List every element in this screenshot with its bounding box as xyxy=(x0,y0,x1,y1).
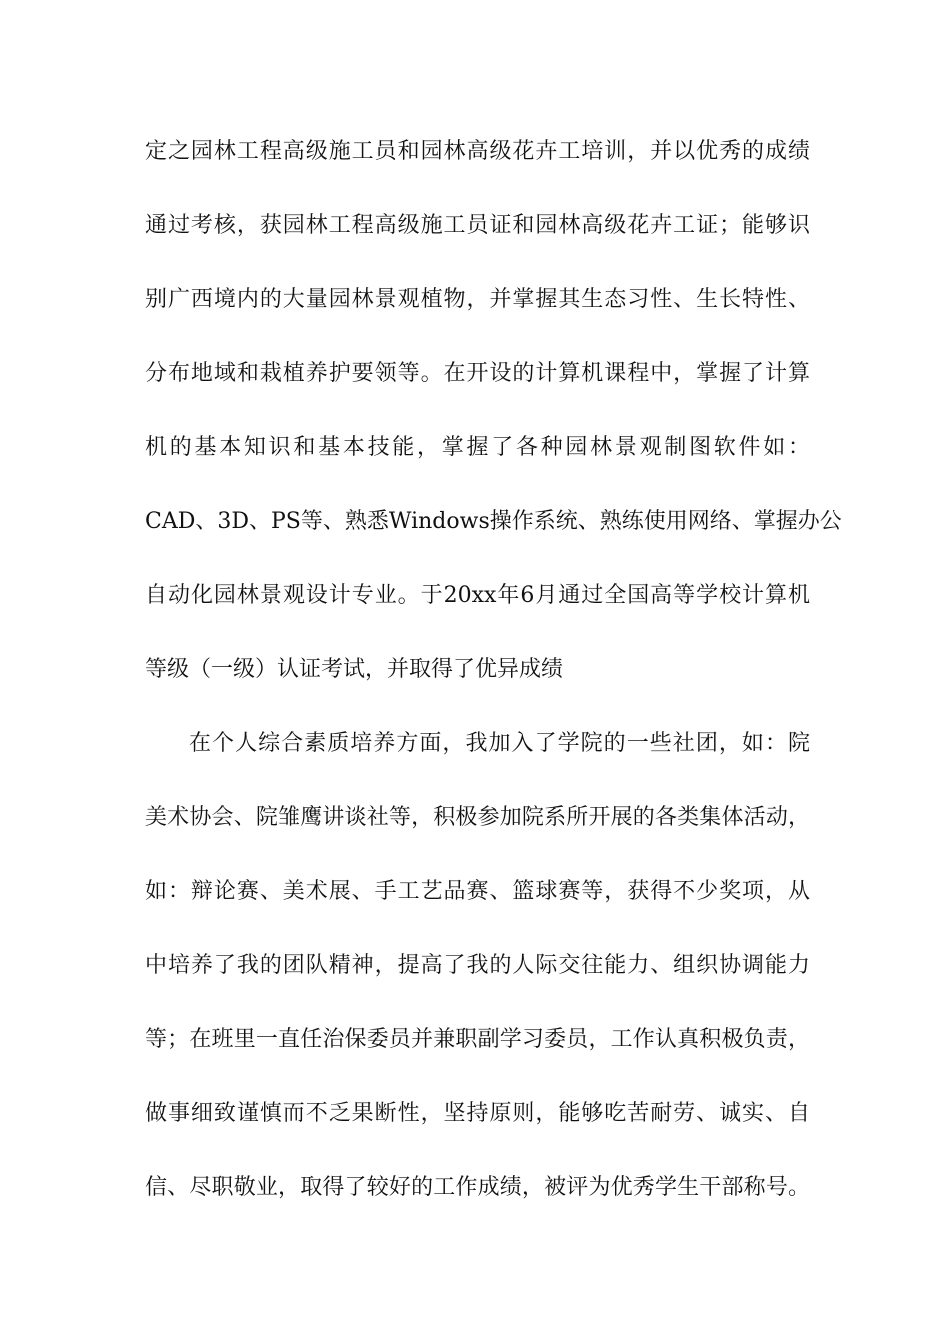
paragraph-2-line-5: 等；在班里一直任治保委员并兼职副学习委员，工作认真积极负责， xyxy=(145,1027,810,1052)
paragraph-1-line-3: 别广西境内的大量园林景观植物，并掌握其生态习性、生长特性、 xyxy=(145,287,810,312)
paragraph-1-line-6: CAD、3D、PS等、熟悉Windows操作系统、熟练使用网络、掌握办公 xyxy=(145,509,842,534)
paragraph-2-line-7: 信、尽职敬业，取得了较好的工作成绩，被评为优秀学生干部称号。 xyxy=(145,1175,810,1200)
paragraph-2-line-3: 如：辩论赛、美术展、手工艺品赛、篮球赛等，获得不少奖项，从 xyxy=(145,879,810,904)
paragraph-2-line-1: 在个人综合素质培养方面，我加入了学院的一些社团，如：院 xyxy=(189,731,810,756)
paragraph-2-line-4: 中培养了我的团队精神，提高了我的人际交往能力、组织协调能力 xyxy=(145,953,810,978)
paragraph-1-line-7: 自动化园林景观设计专业。于20xx年6月通过全国高等学校计算机 xyxy=(145,583,810,608)
paragraph-1-line-2: 通过考核，获园林工程高级施工员证和园林高级花卉工证；能够识 xyxy=(145,213,810,238)
paragraph-1-line-8: 等级（一级）认证考试，并取得了优异成绩 xyxy=(145,657,564,682)
paragraph-1-line-5: 机的基本知识和基本技能，掌握了各种园林景观制图软件如： xyxy=(145,435,810,460)
paragraph-2-line-6: 做事细致谨慎而不乏果断性，坚持原则，能够吃苦耐劳、诚实、自 xyxy=(145,1101,810,1126)
paragraph-1-line-1: 定之园林工程高级施工员和园林高级花卉工培训，并以优秀的成绩 xyxy=(145,139,810,164)
paragraph-1-line-4: 分布地域和栽植养护要领等。在开设的计算机课程中，掌握了计算 xyxy=(145,361,810,386)
paragraph-2-line-2: 美术协会、院雏鹰讲谈社等，积极参加院系所开展的各类集体活动， xyxy=(145,805,810,830)
